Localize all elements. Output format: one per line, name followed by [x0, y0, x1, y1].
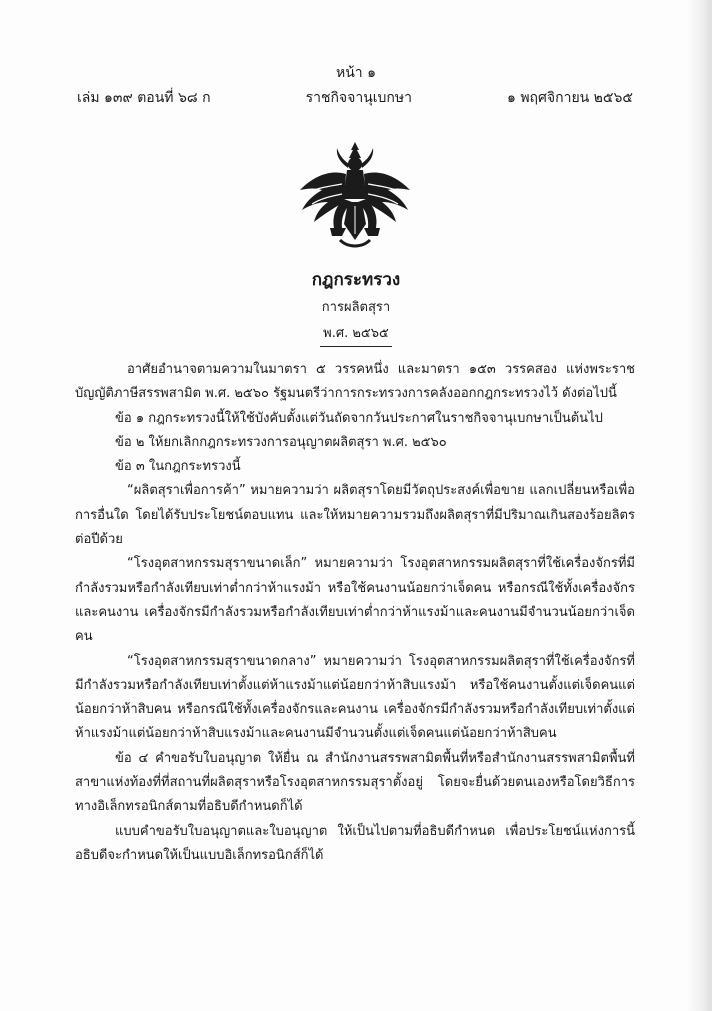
- clause-2: ข้อ ๒ ให้ยกเลิกกฎกระทรวงการอนุญาตผลิตสุรา พ.ศ. ๒๕๖๐: [115, 434, 447, 450]
- clause-1: ข้อ ๑ กฎกระทรวงนี้ให้ใช้บังคับตั้งแต่วันถัดจากวันประกาศในราชกิจจานุเบกษาเป็นต้นไป: [115, 410, 603, 426]
- definition-small-factory: “โรงอุตสาหกรรมสุราขนาดเล็ก” หมายความว่า โรงอุตสาหกรรมผลิตสุราที่ใช้เครื่องจักรที่มีกำลังรวมหรือกำลังเทียบเท่าต่ำกว่าห้าแรงม้า หรือใช้คนงานน้อยกว่าเจ็ดคน หรือกรณีใช้ทั้งเครื่องจักรและคนงาน เครื่องจักรมีกำลังรวมหรือกำลังเทียบเท่าต่ำกว่าห้าแรงม้าและคนงานมีจำนวนน้อยกว่าเจ็ดคน: [75, 556, 635, 645]
- volume-issue: เล่ม ๑๓๙ ตอนที่ ๖๘ ก: [77, 90, 211, 106]
- clause-4-paragraph-2: แบบคำขอรับใบอนุญาตและใบอนุญาต ให้เป็นไปตามที่อธิบดีกำหนด เพื่อประโยชน์แห่งการนี้อธิบดีจะกำหนดให้เป็นแบบอิเล็กทรอนิกส์ก็ได้: [75, 823, 635, 863]
- document-subtitle: การผลิตสุรา: [321, 300, 391, 315]
- document-title: กฎกระทรวง: [311, 270, 401, 290]
- title-divider: [320, 346, 392, 347]
- document-year: พ.ศ. ๒๕๖๕: [323, 326, 389, 341]
- definition-medium-factory: “โรงอุตสาหกรรมสุราขนาดกลาง” หมายความว่า โรงอุตสาหกรรมผลิตสุราที่ใช้เครื่องจักรที่มีกำลังรวมหรือกำลังเทียบเท่าตั้งแต่ห้าแรงม้าแต่น้อยกว่าห้าสิบแรงม้า หรือใช้คนงานตั้งแต่เจ็ดคนแต่น้อยกว่าห้าสิบคน หรือกรณีใช้ทั้งเครื่องจักรและคนงาน เครื่องจักรมีกำลังรวมหรือกำลังเทียบเท่าตั้งแต่ห้าแรงม้าแต่น้อยกว่าห้าสิบแรงม้าและคนงานมีจำนวนตั้งแต่เจ็ดคนแต่น้อยกว่าห้าสิบคน: [75, 653, 635, 742]
- preamble-paragraph: อาศัยอำนาจตามความในมาตรา ๕ วรรคหนึ่ง และมาตรา ๑๕๓ วรรคสอง แห่งพระราชบัญญัติภาษีสรรพสามิต พ.ศ. ๒๕๖๐ รัฐมนตรีว่าการกระทรวงการคลังออกกฎกระทรวงไว้ ดังต่อไปนี้: [75, 362, 635, 402]
- page-number: หน้า ๑: [336, 65, 376, 81]
- definition-commercial-production: “ผลิตสุราเพื่อการค้า” หมายความว่า ผลิตสุราโดยมีวัตถุประสงค์เพื่อขาย แลกเปลี่ยนหรือเพื่อการอื่นใด โดยได้รับประโยชน์ตอบแทน และให้หมายความรวมถึงผลิตสุราที่มีปริมาณเกินสองร้อยลิตรต่อปีด้วย: [75, 483, 635, 548]
- gazette-header: [77, 87, 633, 109]
- clause-3: ข้อ ๓ ในกฎกระทรวงนี้: [115, 459, 241, 475]
- gazette-name: ราชกิจจานุเบกษา: [305, 90, 412, 106]
- document-body: [75, 358, 635, 868]
- clause-4: ข้อ ๔ คำขอรับใบอนุญาต ให้ยื่น ณ สำนักงานสรรพสามิตพื้นที่หรือสำนักงานสรรพสามิตพื้นที่สาขาแห่งท้องที่ที่สถานที่ผลิตสุราหรือโรงอุตสาหกรรมสุราตั้งอยู่ โดยจะยื่นด้วยตนเองหรือโดยวิธีการทางอิเล็กทรอนิกส์ตามที่อธิบดีกำหนดก็ได้: [75, 750, 635, 815]
- garuda-emblem-icon: [296, 140, 414, 252]
- page-edge-shadow: [686, 0, 712, 1011]
- publication-date: ๑ พฤศจิกายน ๒๕๖๕: [506, 90, 633, 106]
